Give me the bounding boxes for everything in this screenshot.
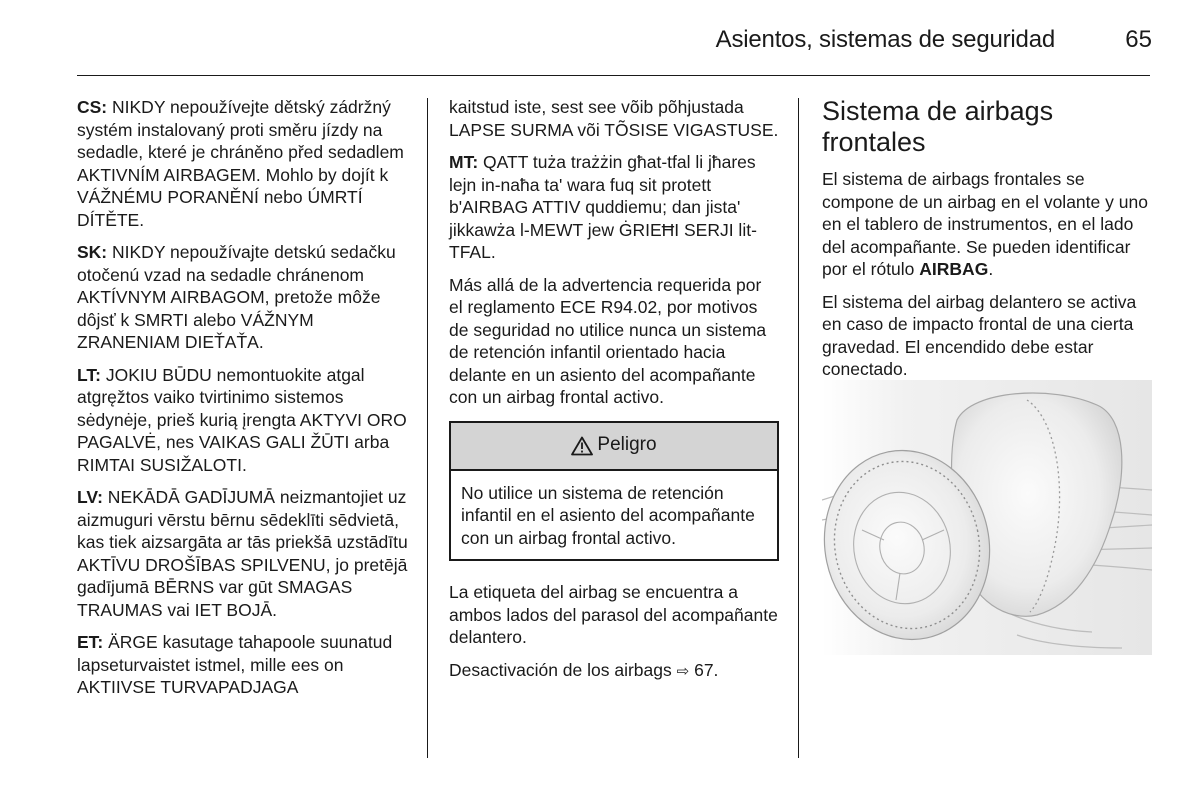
cross-reference-text: Desactivación de los airbags (449, 659, 672, 680)
page-reference-arrow-icon: ⇨ (676, 662, 690, 680)
column-divider-2 (798, 98, 799, 758)
paragraph-text: El sistema de airbags frontales se compone de un airbag en el volante y uno en el tablero de instrumentos, en el lado del acompañante. Se pueden identificar por el rótulo (822, 169, 1148, 279)
paragraph-text: QATT tuża trażżin għat-tfal li jħares lejn in-naħa ta' wara fuq sit protett b'AIRBAG ATTIV quddiemu; dan jista' jikkawża l-MEWT jew ĠRIEĦI SERJI lit-TFAL. (449, 152, 757, 262)
danger-warning-header (451, 423, 777, 471)
column-divider-1 (427, 98, 428, 758)
airbag-activation-paragraph: El sistema del airbag delantero se activa en caso de impacto frontal de una cierta gravedad. El encendido debe estar conectado. (822, 291, 1137, 379)
paragraph-text: . (988, 259, 994, 279)
paragraph-text: NEKĀDĀ GADĪJUMĀ neizmantojiet uz aizmuguri vērstu bērnu sēdeklīti sēdvietā, kas tiek aizsargāta ar tās priekšā uzstādītu AKTĪVU DROŠĪBAS SPILVENU, jo pretējā gadījumā BĒRNS var gūt SMAGAS TRAUMAS vai IET BOJĀ. (77, 487, 408, 620)
paragraph-text: ÄRGE kasutage tahapoole suunatud lapseturvaistet istmel, mille ees on AKTIIVSE TURVAPADJAGA (77, 632, 393, 697)
danger-warning-title: Peligro (597, 434, 657, 456)
regulation-paragraph: Más allá de la advertencia requerida por el reglamento ECE R94.02, por motivos de seguridad no utilice nunca un sistema de retención infantil orientado hacia delante en un asiento del acompañante con un airbag frontal activo. (449, 274, 767, 407)
cross-reference-paragraph (449, 659, 779, 684)
language-code: MT: (449, 152, 479, 172)
language-code: LT: (77, 364, 101, 385)
airbag-label-text: AIRBAG (919, 259, 989, 279)
cross-reference-page[interactable]: 67. (694, 659, 719, 680)
paragraph-text: JOKIU BŪDU nemontuokite atgal atgręžtos vaiko tvirtinimo sistemos sėdynėje, prieš kurią įrengta AKTYVI ORO PAGALVĖ, nes VAIKAS GALI ŽŪTI arba RIMTAI SUSIŽALOTI. (77, 364, 407, 475)
label-location-paragraph: La etiqueta del airbag se encuentra a ambos lados del parasol del acompañante delantero. (449, 582, 778, 647)
column-2 (449, 96, 779, 693)
paragraph-text: NIKDY nepoužívajte detskú sedačku otočenú vzad na sedadle chránenom AKTÍVNYM AIRBAGOM, pretože môže dôjsť k SMRTI alebo VÁŽNYM ZRANENIAM DIEŤAŤA. (77, 242, 396, 352)
page-header-title: Asientos, sistemas de seguridad (715, 26, 1055, 53)
column-1 (77, 96, 412, 709)
danger-warning-body: No utilice un sistema de retención infantil en el asiento del acompañante con un airbag frontal activo. (461, 482, 755, 548)
warning-paragraph-et-continued: kaitstud iste, sest see võib põhjustada LAPSE SURMA või TÕSISE VIGASTUSE. (449, 97, 779, 140)
section-title: Sistema de airbags frontales (822, 96, 1054, 157)
danger-warning-box (449, 421, 779, 562)
airbag-description-paragraph (822, 168, 1152, 281)
warning-paragraph-lv (77, 486, 412, 621)
page-number: 65 (1125, 26, 1152, 53)
airbag-illustration (822, 380, 1152, 655)
language-code: SK: (77, 242, 108, 262)
warning-paragraph-mt (449, 151, 779, 264)
language-code: ET: (77, 632, 104, 652)
paragraph-text: NIKDY nepoužívejte dětský zádržný systém instalovaný proti směru jízdy na sedadle, které je chráněno před sedadlem AKTIVNÍM AIRBAGEM. Mohlo by dojít k VÁŽNÉMU PORANĚNÍ nebo ÚMRTÍ DÍTĚTE. (77, 97, 404, 230)
language-code: CS: (77, 97, 108, 117)
language-code: LV: (77, 487, 103, 507)
warning-paragraph-lt (77, 364, 412, 477)
warning-triangle-icon (571, 436, 593, 456)
warning-paragraph-sk (77, 241, 412, 354)
warning-paragraph-et (77, 631, 412, 699)
header-rule (77, 75, 1150, 76)
column-3 (822, 96, 1152, 391)
warning-paragraph-cs (77, 96, 412, 231)
